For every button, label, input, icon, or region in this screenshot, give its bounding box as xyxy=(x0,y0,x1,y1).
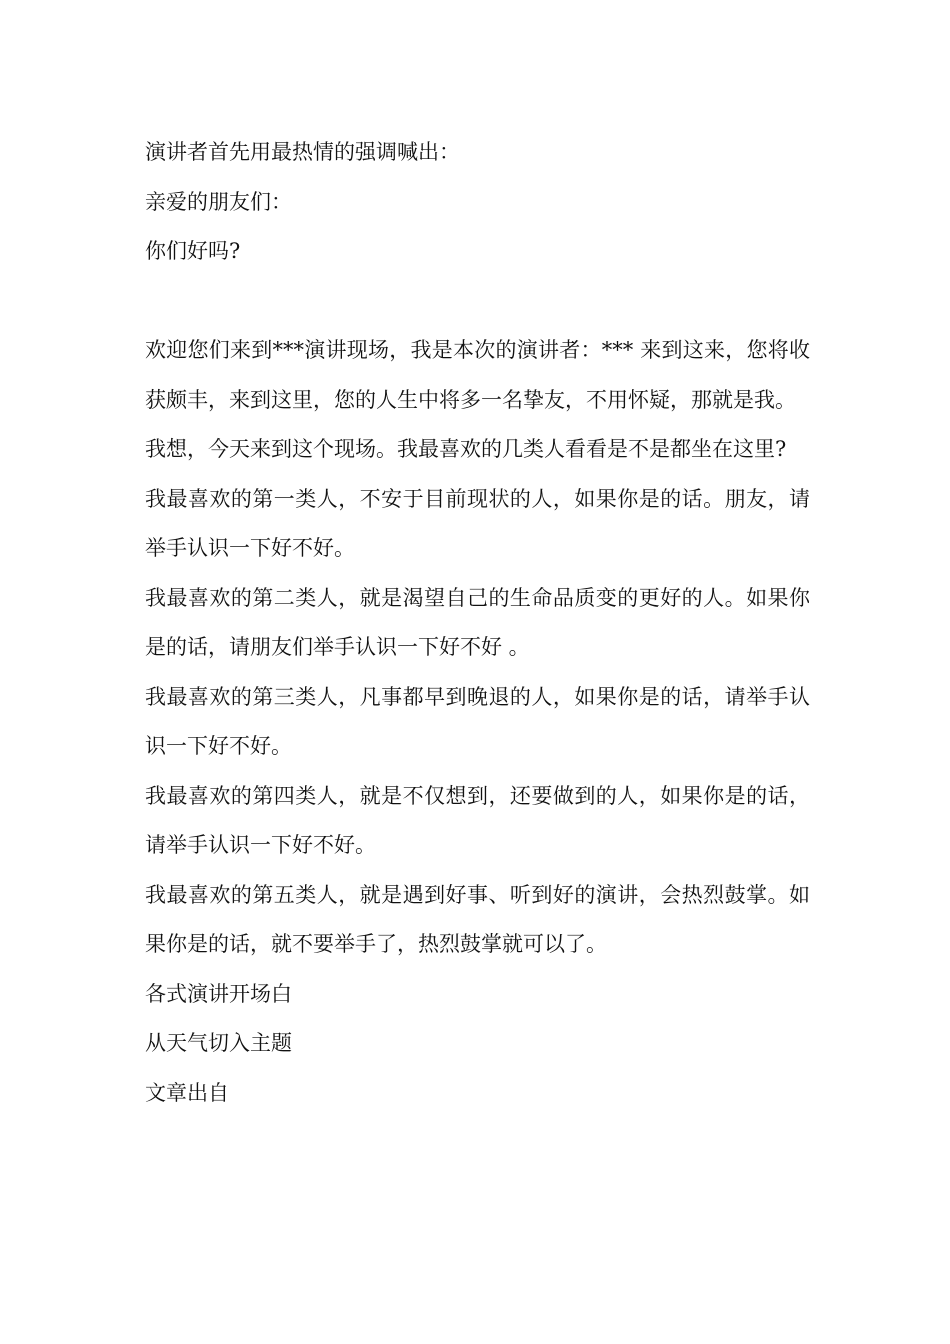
paragraph-type-five: 我最喜欢的第五类人，就是遇到好事、听到好的演讲，会热烈鼓掌。如果你是的话，就不要举手了，热烈鼓掌就可以了。 xyxy=(145,882,810,956)
paragraph-spacer xyxy=(145,277,810,327)
paragraph-type-four: 我最喜欢的第四类人，就是不仅想到，还要做到的人，如果你是的话，请举手认识一下好不好。 xyxy=(145,783,810,857)
paragraph-greeting: 亲爱的朋友们： xyxy=(145,189,292,214)
paragraph-opening-instruction: 演讲者首先用最热情的强调喊出： xyxy=(145,140,460,164)
document-body xyxy=(145,128,810,1118)
section-heading-weather: 从天气切入主题 xyxy=(145,1031,292,1055)
section-heading-openings: 各式演讲开场白 xyxy=(145,981,292,1006)
paragraph-type-two: 我最喜欢的第二类人，就是渴望自己的生命品质变的更好的人。如果你是的话，请朋友们举手认识一下好不好 。 xyxy=(145,585,810,659)
paragraph-type-three: 我最喜欢的第三类人，凡事都早到晚退的人，如果你是的话，请举手认识一下好不好。 xyxy=(145,684,810,758)
paragraph-question: 你们好吗? xyxy=(145,239,241,263)
paragraph-welcome: 欢迎您们来到***演讲现场，我是本次的演讲者：*** 来到这来，您将收获颇丰，来到这里，您的人生中将多一名挚友，不用怀疑，那就是我。 xyxy=(145,338,810,412)
paragraph-favorite-intro: 我想，今天来到这个现场。我最喜欢的几类人看看是不是都坐在这里? xyxy=(145,437,787,461)
paragraph-type-one: 我最喜欢的第一类人，不安于目前现状的人，如果你是的话。朋友，请举手认识一下好不好。 xyxy=(145,486,810,560)
source-note: 文章出自 xyxy=(145,1080,229,1105)
